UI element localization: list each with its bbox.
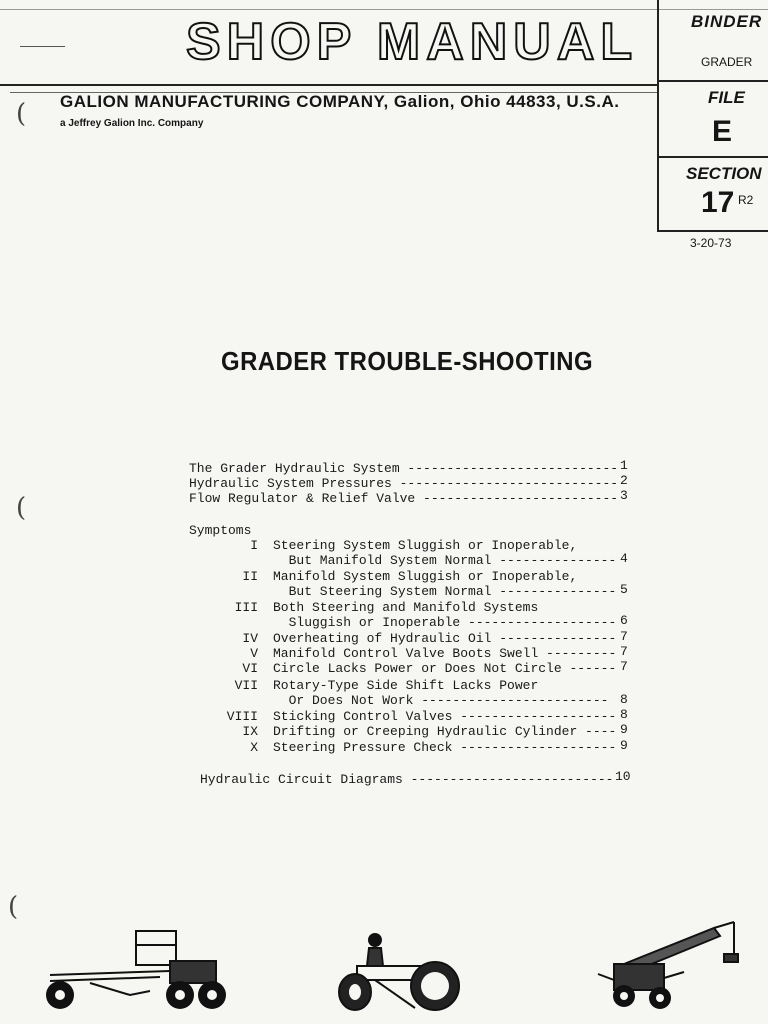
symptom-numeral: IV xyxy=(242,631,258,646)
symptom-text: Or Does Not Work ------------------------ xyxy=(273,693,609,708)
hole-punch-mark: ( xyxy=(16,493,27,523)
symptom-text: Overheating of Hydraulic Oil --------------- xyxy=(273,631,617,646)
symptom-page: 8 xyxy=(620,692,628,707)
hole-punch-mark: ( xyxy=(8,892,19,922)
hole-punch-mark: ( xyxy=(16,99,27,129)
road-roller-illustration xyxy=(335,932,465,1014)
symptom-page: 4 xyxy=(620,551,628,566)
symptom-text: Manifold System Sluggish or Inoperable, xyxy=(273,569,578,584)
symptom-numeral: X xyxy=(250,740,258,755)
symptom-text: Sluggish or Inoperable ------------------- xyxy=(273,615,617,630)
symptom-numeral: VI xyxy=(242,661,258,676)
symptom-text: Drifting or Creeping Hydraulic Cylinder ---- xyxy=(273,724,617,739)
symptom-page: 6 xyxy=(620,613,628,628)
binder-value: GRADER xyxy=(701,55,753,69)
symptom-text: Sticking Control Valves -------------------- xyxy=(273,709,617,724)
symptom-numeral: IX xyxy=(242,724,258,739)
symptom-page: 7 xyxy=(620,644,628,659)
toc-page: 2 xyxy=(620,473,628,488)
toc-entry: Hydraulic System Pressures ---------------------------- xyxy=(189,476,619,491)
file-label: FILE xyxy=(708,88,745,107)
section-label: SECTION xyxy=(686,164,762,183)
symptom-numeral: VIII xyxy=(226,709,258,724)
symptom-page: 5 xyxy=(620,582,628,597)
symptom-text: But Steering System Normal --------------- xyxy=(273,584,617,599)
symptom-page: 7 xyxy=(620,629,628,644)
company-name: GALION MANUFACTURING COMPANY, Galion, Ohio 44833, U.S.A. xyxy=(60,92,620,111)
symptom-numeral: V xyxy=(250,646,258,661)
document-heading: GRADER TROUBLE-SHOOTING xyxy=(221,346,594,376)
symptom-text: But Manifold System Normal --------------- xyxy=(273,553,617,568)
revision-date: 3-20-73 xyxy=(690,236,732,250)
shop-manual-title: SHOP MANUAL xyxy=(186,13,639,71)
file-value: E xyxy=(712,115,733,148)
toc-entry: Flow Regulator & Relief Valve ------------------------- xyxy=(189,491,619,506)
symptom-page: 8 xyxy=(620,707,628,722)
symptom-numeral: I xyxy=(250,538,258,553)
section-value: 17 xyxy=(701,186,735,219)
symptoms-label: Symptoms xyxy=(189,523,252,538)
symptom-numeral: VII xyxy=(234,678,258,693)
pen-mark xyxy=(20,46,65,47)
toc-entry: The Grader Hydraulic System --------------------------- xyxy=(189,461,619,476)
header-top-rule xyxy=(0,9,768,10)
crane-illustration xyxy=(594,914,748,1014)
symptom-numeral: III xyxy=(234,600,258,615)
symptom-text: Steering Pressure Check -------------------- xyxy=(273,740,617,755)
toc-page: 1 xyxy=(620,458,628,473)
motor-grader-illustration xyxy=(40,925,232,1013)
symptom-page: 7 xyxy=(620,659,628,674)
symptom-text: Both Steering and Manifold Systems xyxy=(273,600,539,615)
header-rule-thick xyxy=(0,84,658,86)
symptom-text: Steering System Sluggish or Inoperable, xyxy=(273,538,578,553)
binder-label: BINDER xyxy=(691,12,763,31)
symptom-page: 9 xyxy=(620,722,628,737)
symptom-page: 9 xyxy=(620,738,628,753)
toc-page: 10 xyxy=(615,769,631,784)
symptom-text: Rotary-Type Side Shift Lacks Power xyxy=(273,678,539,693)
symptom-numeral: II xyxy=(242,569,258,584)
company-subsidiary: a Jeffrey Galion Inc. Company xyxy=(60,118,204,129)
symptom-text: Circle Lacks Power or Does Not Circle ------ xyxy=(273,661,617,676)
section-revision: R2 xyxy=(738,193,754,207)
toc-entry: Hydraulic Circuit Diagrams -------------------------- xyxy=(200,772,614,787)
symptom-text: Manifold Control Valve Boots Swell --------- xyxy=(273,646,617,661)
toc-page: 3 xyxy=(620,488,628,503)
